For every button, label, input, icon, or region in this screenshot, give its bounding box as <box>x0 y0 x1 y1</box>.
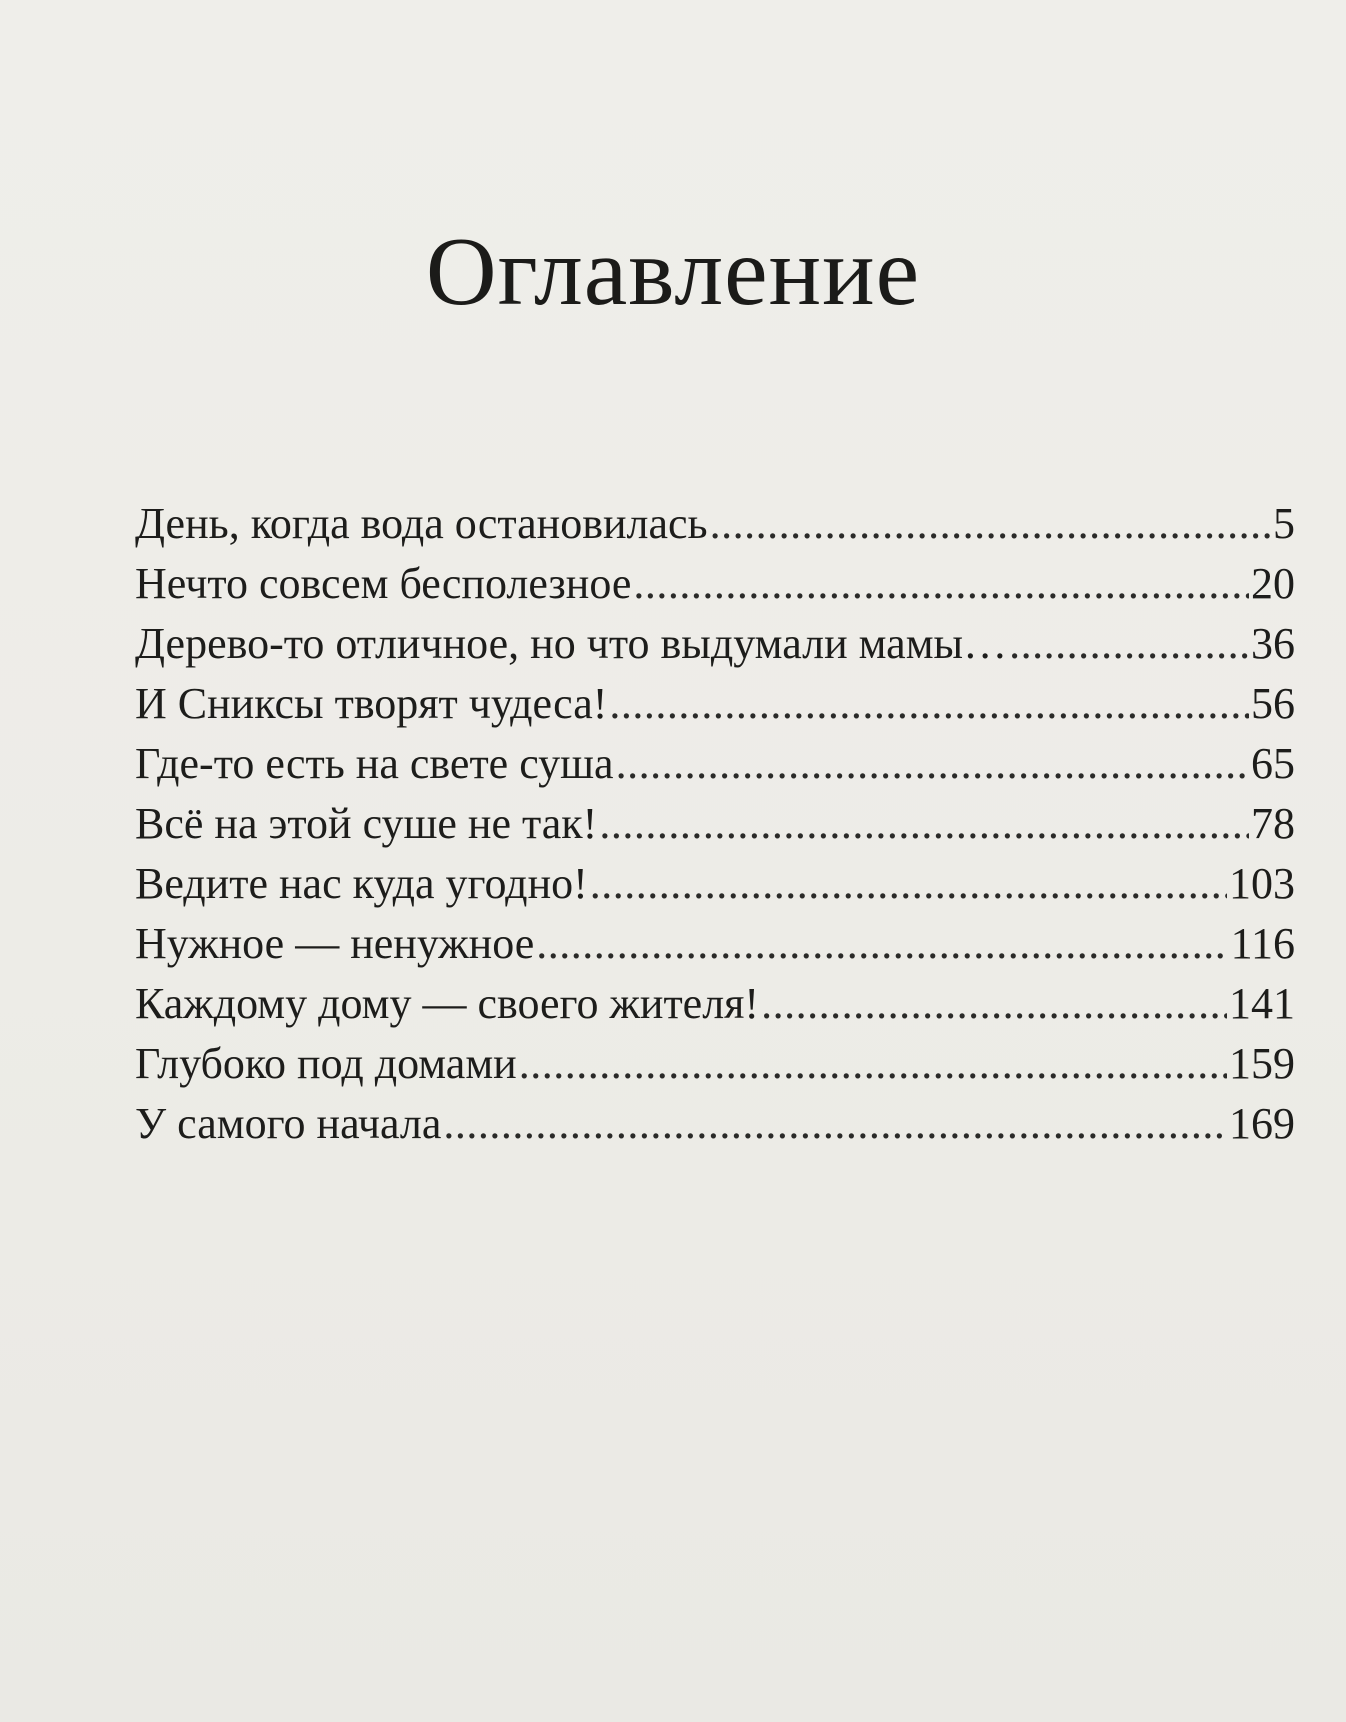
table-of-contents <box>135 494 1295 1154</box>
toc-entry <box>135 1034 1295 1094</box>
dot-leader <box>710 494 1271 554</box>
toc-entry <box>135 494 1295 554</box>
toc-entry <box>135 854 1295 914</box>
toc-entry-page: 116 <box>1230 919 1295 968</box>
toc-entry-title: День, когда вода остановилась <box>135 499 708 548</box>
toc-entry <box>135 734 1295 794</box>
toc-entry-title: Ведите нас куда угодно! <box>135 859 588 908</box>
toc-entry <box>135 794 1295 854</box>
dot-leader <box>536 914 1228 974</box>
toc-entry <box>135 974 1295 1034</box>
toc-entry-page: 103 <box>1229 859 1295 908</box>
toc-entry-page: 20 <box>1251 559 1295 608</box>
toc-entry-title: У самого начала <box>135 1099 442 1148</box>
toc-entry <box>135 1094 1295 1154</box>
toc-entry-page: 169 <box>1229 1099 1295 1148</box>
dot-leader <box>609 674 1249 734</box>
toc-entry-title: Дерево-то отличное, но что выдумали мамы… <box>135 619 1008 668</box>
dot-leader <box>1009 614 1249 674</box>
toc-entry-title: Нужное — ненужное <box>135 919 535 968</box>
dot-leader <box>599 794 1249 854</box>
toc-entry-title: Где-то есть на свете суша <box>135 739 614 788</box>
dot-leader <box>616 734 1249 794</box>
toc-entry-title: Всё на этой суше не так! <box>135 799 598 848</box>
toc-entry-page: 78 <box>1251 799 1295 848</box>
toc-entry-title: Глубоко под домами <box>135 1039 517 1088</box>
toc-entry-page: 36 <box>1251 619 1295 668</box>
dot-leader <box>633 554 1249 614</box>
dot-leader <box>590 854 1227 914</box>
page-title: Оглавление <box>425 218 921 326</box>
toc-entry <box>135 674 1295 734</box>
toc-entry <box>135 914 1295 974</box>
toc-entry-page: 56 <box>1251 679 1295 728</box>
dot-leader <box>761 974 1227 1034</box>
toc-entry-page: 159 <box>1229 1039 1295 1088</box>
toc-entry-title: Каждому дому — своего жителя! <box>135 979 760 1028</box>
dot-leader <box>443 1094 1227 1154</box>
toc-entry-title: И Сниксы творят чудеса! <box>135 679 608 728</box>
toc-entry-page: 141 <box>1229 979 1295 1028</box>
toc-entry-page: 65 <box>1251 739 1295 788</box>
toc-entry <box>135 554 1295 614</box>
dot-leader <box>519 1034 1227 1094</box>
toc-entry-page: 5 <box>1273 499 1295 548</box>
toc-entry <box>135 614 1295 674</box>
toc-entry-title: Нечто совсем бесполезное <box>135 559 632 608</box>
